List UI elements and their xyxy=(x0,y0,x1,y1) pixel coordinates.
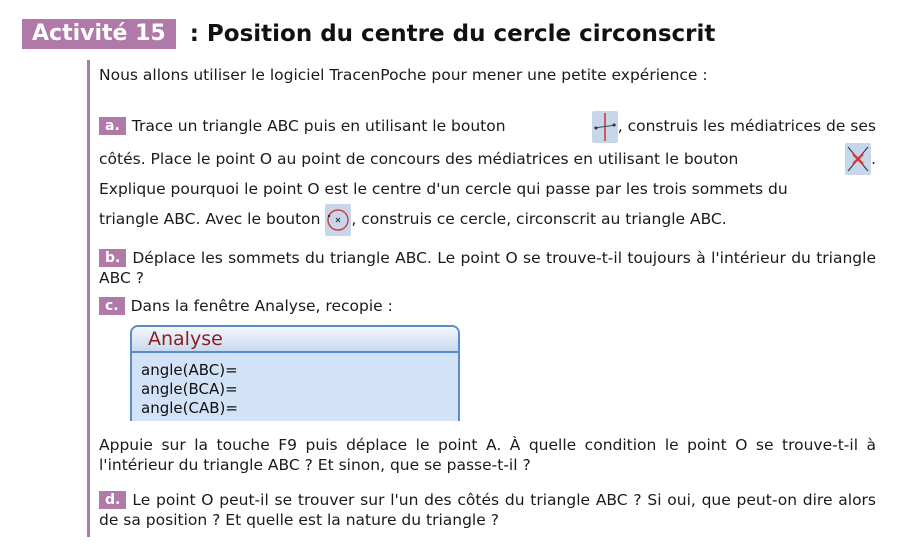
section-a-line-2 xyxy=(99,143,876,176)
section-d-text: Le point O peut-il se trouver sur l'un des côtés du triangle ABC ? Si oui, que peut-on dire alors de sa position ? Et quelle est la nature du triangle ? xyxy=(99,491,876,529)
section-a-text-1: Trace un triangle ABC puis en utilisant le bouton xyxy=(131,117,506,135)
section-b xyxy=(99,248,876,288)
section-b-tag: b. xyxy=(99,249,126,267)
section-a-line-1 xyxy=(99,110,876,143)
analyse-panel-title: Analyse xyxy=(132,327,458,353)
section-a xyxy=(99,110,876,236)
analyse-panel xyxy=(130,325,460,421)
activity-title: : Position du centre du cercle circonscrit xyxy=(189,21,716,47)
section-d-tag: d. xyxy=(99,491,126,509)
analyse-line: angle(CAB)= xyxy=(141,399,238,417)
section-a-text-4: triangle ABC. Avec le bouton xyxy=(99,210,321,228)
section-a-text-2b: . xyxy=(871,149,876,168)
analyse-panel-body[interactable] xyxy=(132,353,458,418)
activity-header xyxy=(22,19,715,49)
section-c-text: Dans la fenêtre Analyse, recopie : xyxy=(130,297,393,315)
activity-badge: Activité 15 xyxy=(22,19,176,49)
section-b-text: Déplace les sommets du triangle ABC. Le point O se trouve-t-il toujours à l'intérieur du triangle ABC ? xyxy=(99,249,876,287)
section-a-tag: a. xyxy=(99,117,126,135)
section-a-text-2: côtés. Place le point O au point de concours des médiatrices en utilisant le bouton xyxy=(99,149,739,168)
mediatrice-icon[interactable] xyxy=(592,111,618,143)
margin-rule xyxy=(87,60,90,537)
circle-icon[interactable] xyxy=(325,204,351,236)
section-a-line-3: Explique pourquoi le point O est le centre d'un cercle qui passe par les trois sommets du xyxy=(99,180,788,198)
section-a-line-4 xyxy=(99,203,876,236)
intro-text: Nous allons utiliser le logiciel TracenPoche pour mener une petite expérience : xyxy=(99,66,708,84)
analyse-line: angle(ABC)= xyxy=(141,361,238,379)
section-a-text-4b: , construis ce cercle, circonscrit au triangle ABC. xyxy=(351,210,727,228)
section-c xyxy=(99,297,876,417)
section-d xyxy=(99,490,876,530)
section-a-text-1b: , construis les médiatrices de ses xyxy=(617,117,876,135)
analyse-line: angle(BCA)= xyxy=(141,380,238,398)
appuie-text: Appuie sur la touche F9 puis déplace le point A. À quelle condition le point O se trouve-t-il à l'intérieur du triangle ABC ? Et sinon, que se passe-t-il ? xyxy=(99,436,876,474)
intersection-point-icon[interactable] xyxy=(845,143,871,175)
section-c-tag: c. xyxy=(99,297,125,315)
